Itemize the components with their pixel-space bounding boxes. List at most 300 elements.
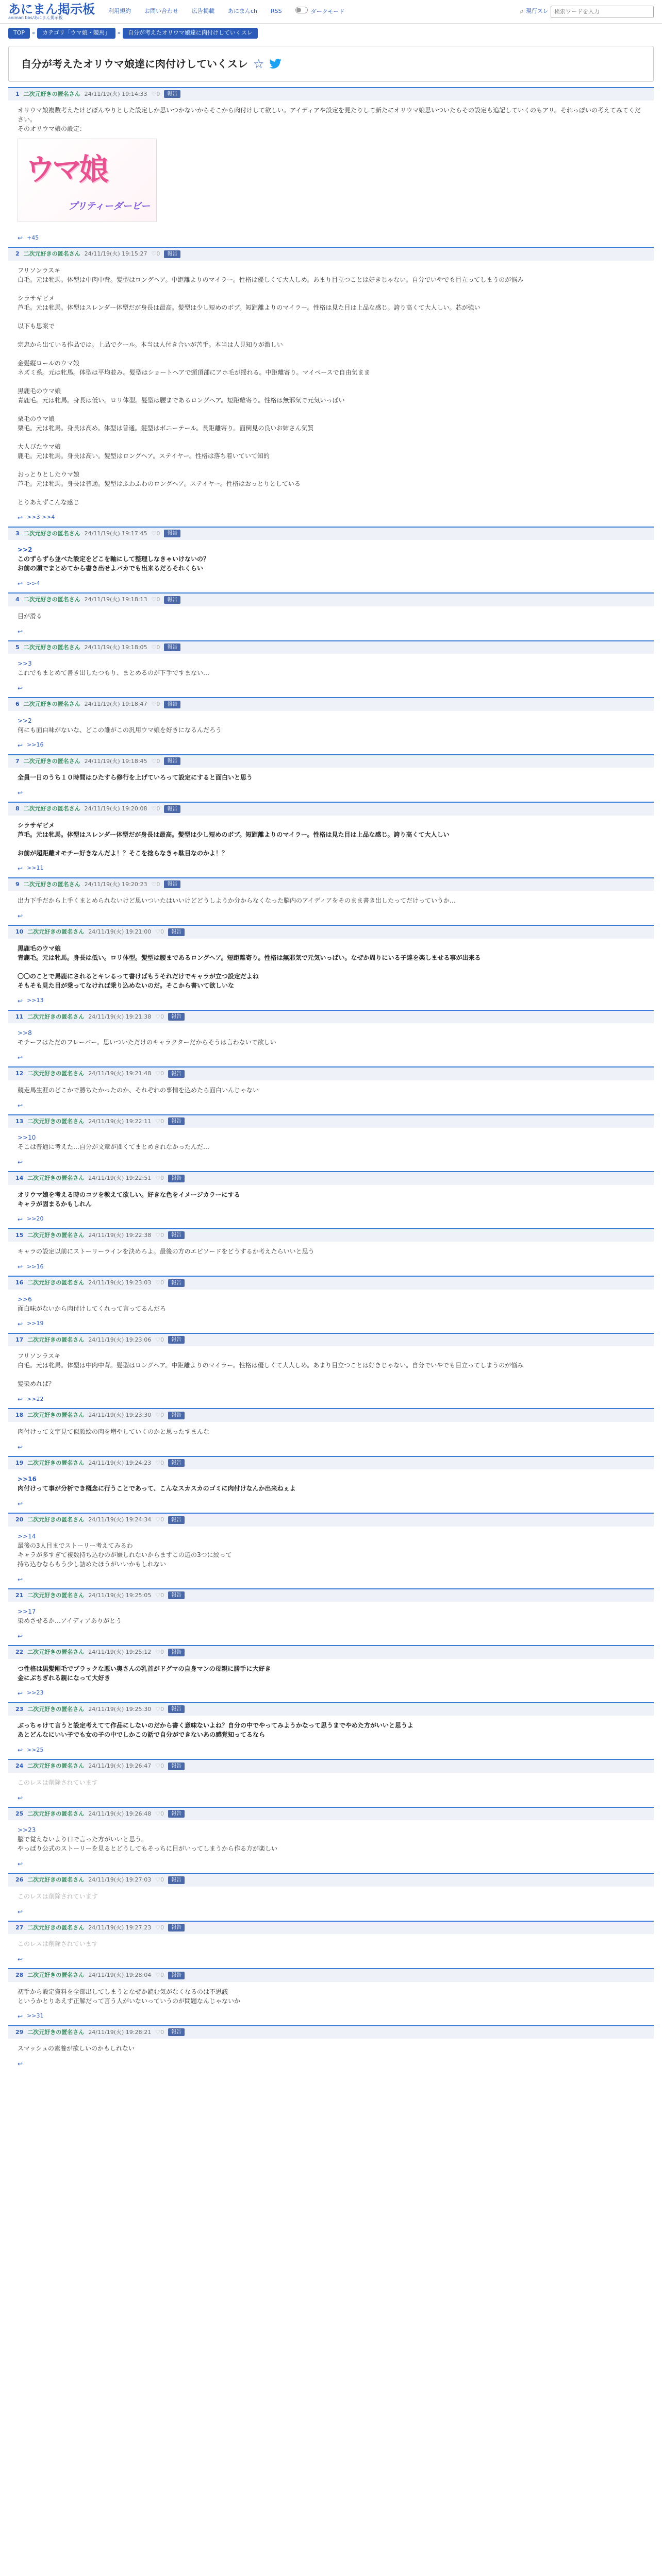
like-count-value: 0: [160, 1070, 164, 1077]
post-footer: [8, 1442, 654, 1456]
report-button[interactable]: 報告: [168, 1972, 185, 1979]
reply-icon[interactable]: ↩: [18, 1794, 23, 1802]
post-number[interactable]: 14: [15, 1175, 24, 1181]
like-count[interactable]: [152, 250, 160, 259]
breadcrumb-top[interactable]: TOP: [8, 28, 30, 39]
heart-icon: ♡: [155, 1336, 161, 1343]
thread-title: 自分が考えたオリウマ娘達に肉付けしていくスレ: [21, 57, 248, 70]
report-button[interactable]: 報告: [164, 250, 180, 258]
post-author: 二次元好きの匿名さん: [27, 2028, 85, 2036]
like-count[interactable]: [155, 1648, 164, 1657]
like-count[interactable]: [152, 880, 160, 889]
post-header: [8, 1011, 654, 1024]
post-body: [8, 939, 654, 995]
like-count[interactable]: [155, 1516, 164, 1524]
like-count[interactable]: [155, 1411, 164, 1420]
post: [8, 1456, 654, 1513]
post-footer: [8, 1574, 654, 1588]
like-count-value: 0: [160, 1231, 164, 1239]
site-header: [0, 0, 662, 24]
report-button[interactable]: 報告: [164, 530, 180, 537]
heart-icon: ♡: [155, 2028, 161, 2036]
post-text: 白毛。元は牝馬。体型は中肉中背。髪型はロングヘア。中距離よりのマイラー。性格は優しくて大人しめ。あまり目立つことは好きじゃない。自分でいやでも目立ってしまうのが悩み: [18, 1362, 524, 1369]
reply-icon[interactable]: ↩: [18, 789, 23, 796]
report-button[interactable]: 報告: [168, 1876, 185, 1884]
post-number[interactable]: 15: [15, 1231, 24, 1239]
post-author: 二次元好きの匿名さん: [23, 90, 80, 97]
post-date: 24/11/19(火) 19:26:47: [88, 1762, 152, 1769]
post-number[interactable]: 4: [15, 596, 20, 603]
post-header: [8, 641, 654, 654]
post-text: 初手から設定資料を全部出してしまうとなぜか読む気がなくなるのは不思議: [18, 1988, 228, 1995]
report-button[interactable]: 報告: [168, 2028, 185, 2036]
post-footer: [8, 787, 654, 802]
reply-anchor-link[interactable]: >>10: [18, 1134, 36, 1141]
report-button[interactable]: 報告: [168, 1649, 185, 1656]
report-button[interactable]: 報告: [164, 757, 180, 765]
like-count-value: 0: [160, 1876, 164, 1883]
reply-links[interactable]: >>20: [27, 1215, 44, 1223]
post-text: 肉付けって文字見て似顔絵の肉を増やしていくのかと思ったすまんな: [18, 1428, 210, 1435]
reply-icon[interactable]: ↩: [18, 1633, 23, 1640]
post: [8, 2025, 654, 2073]
report-button[interactable]: 報告: [164, 90, 180, 98]
like-count[interactable]: [155, 1174, 164, 1183]
post-number[interactable]: 18: [15, 1412, 24, 1418]
post-text: 肉付けって事が分析でき概念に行うことであって、こんなスカスカのゴミに肉付けなんか出来ねぇよ: [18, 1485, 296, 1492]
reply-icon[interactable]: ↩: [18, 1101, 23, 1109]
post-date: 24/11/19(火) 19:18:05: [84, 643, 147, 651]
report-button[interactable]: 報告: [168, 1762, 185, 1770]
reply-links[interactable]: >>4: [27, 580, 40, 587]
reply-icon[interactable]: ↩: [18, 1575, 23, 1583]
post-footer: [8, 683, 654, 697]
report-button[interactable]: 報告: [168, 1412, 185, 1419]
post-text: 何にも面白味がないな、どこの誰がこの汎用ウマ娘を好きになるんだろう: [18, 726, 222, 734]
post-text: 面白味がないから肉付けしてくれって言ってるんだろ: [18, 1304, 167, 1312]
reply-links[interactable]: +45: [27, 234, 39, 241]
post-number[interactable]: 23: [15, 1705, 24, 1713]
breadcrumb-category[interactable]: カテゴリ「ウマ娘・競馬」: [37, 28, 115, 39]
post-body: [8, 1080, 654, 1100]
post-footer: [8, 1100, 654, 1114]
reply-anchor-link[interactable]: >>3: [18, 660, 32, 667]
post-number[interactable]: 3: [15, 530, 20, 537]
like-count[interactable]: [152, 596, 160, 604]
post-number[interactable]: 7: [15, 757, 20, 765]
like-count-value: 0: [160, 928, 164, 935]
image-subtitle: プリティーダービー: [68, 201, 150, 212]
post-number[interactable]: 21: [15, 1591, 24, 1599]
post-date: 24/11/19(火) 19:21:48: [88, 1070, 152, 1077]
post-date: 24/11/19(火) 19:27:23: [88, 1924, 152, 1931]
post-text: 栗毛。元は牝馬。身長は高め。体型は普通。髪型はポニーテール。長距離寄り。面倒見の良いお姉さん気質: [18, 424, 314, 432]
reply-links[interactable]: >>13: [27, 997, 44, 1004]
report-button[interactable]: 報告: [168, 1924, 185, 1931]
post-header: [8, 1874, 654, 1887]
post-author: 二次元好きの匿名さん: [23, 643, 80, 651]
report-button[interactable]: 報告: [168, 1591, 185, 1599]
post-text: これでもまとめて書き出したつもり、まとめるのが下手ですまない…: [18, 669, 210, 676]
post-number[interactable]: 24: [15, 1762, 24, 1769]
post: [8, 925, 654, 1010]
reply-icon[interactable]: ↩: [18, 1320, 23, 1328]
post-body: [8, 1469, 654, 1498]
logo-title: あにまん掲示板: [8, 2, 95, 16]
reply-anchor-link[interactable]: >>17: [18, 1608, 36, 1615]
star-icon[interactable]: ☆: [253, 56, 264, 71]
like-count[interactable]: [155, 1231, 164, 1240]
post-text: そもそも見た目が乗ってなければ乗り込めないのだ。そこから書いて欲しいな: [18, 981, 235, 989]
report-button[interactable]: 報告: [168, 1279, 185, 1287]
post-header: [8, 88, 654, 101]
post-number[interactable]: 2: [15, 250, 20, 257]
post-date: 24/11/19(火) 19:20:23: [84, 880, 147, 888]
heart-icon: ♡: [155, 1649, 161, 1655]
nav-contact[interactable]: お問い合わせ: [144, 8, 178, 15]
post-date: 24/11/19(火) 19:23:06: [88, 1336, 152, 1343]
like-count[interactable]: [155, 1705, 164, 1714]
post-footer: [8, 1261, 654, 1276]
toggle-switch-icon[interactable]: [295, 7, 308, 13]
post-number[interactable]: 13: [15, 1117, 24, 1125]
post-body: [8, 1602, 654, 1631]
reply-anchor-link[interactable]: >>14: [18, 1532, 36, 1540]
report-button[interactable]: 報告: [168, 928, 185, 936]
reply-icon[interactable]: ↩: [18, 1159, 23, 1166]
post-text: オリウマ娘複数考えたけどぼんやりとした設定しか思いつかないからそこから肉付けして欲しい。アイディアや設定を見たりして新たにオリウマ娘思いついたらその設定も追記していくのもアリ。それっぽいの考えてみてください。: [18, 107, 641, 123]
report-button[interactable]: 報告: [168, 1117, 185, 1125]
reply-anchor-link[interactable]: >>16: [18, 1476, 37, 1483]
post-date: 24/11/19(火) 19:25:05: [88, 1591, 152, 1599]
heart-icon: ♡: [155, 928, 161, 935]
post-footer: [8, 626, 654, 640]
reply-icon[interactable]: ↩: [18, 580, 23, 587]
post-footer: [8, 863, 654, 877]
post-number[interactable]: 29: [15, 2028, 24, 2036]
post-text: 宗忠から出ている作品では。上品でクール。本当は人付き合いが苦手。本当は人見知りが激しい: [18, 341, 283, 348]
report-button[interactable]: 報告: [164, 596, 180, 604]
post-body: [8, 1716, 654, 1744]
post-footer: [8, 2058, 654, 2073]
like-count[interactable]: [155, 1336, 164, 1345]
post-author: 二次元好きの匿名さん: [27, 1516, 85, 1523]
nav-animanch[interactable]: あにまんch: [228, 8, 258, 15]
post-footer: [8, 1792, 654, 1807]
reply-icon[interactable]: ↩: [18, 741, 23, 749]
reply-links[interactable]: >>19: [27, 1320, 44, 1327]
report-button[interactable]: 報告: [168, 1336, 185, 1344]
post-footer: [8, 1858, 654, 1873]
post-number[interactable]: 25: [15, 1810, 24, 1817]
report-button[interactable]: 報告: [164, 701, 180, 708]
reply-icon[interactable]: ↩: [18, 1215, 23, 1223]
post-number[interactable]: 6: [15, 701, 20, 707]
reply-links[interactable]: >>16: [27, 741, 44, 749]
like-count-value: 0: [160, 1516, 164, 1523]
heart-icon: ♡: [151, 701, 157, 707]
like-count[interactable]: [155, 1591, 164, 1600]
reply-icon[interactable]: ↩: [18, 685, 23, 692]
post: [8, 1807, 654, 1873]
post-text: というかとりあえず正解だって言う人がいないっていうのが問題なんじゃないか: [18, 1997, 241, 2005]
post-body: [8, 816, 654, 863]
post-text: やっぱり公式のストーリーを見るとどうしてもそっちに目がいってしまうから作る方が楽しい: [18, 1845, 278, 1852]
reply-anchor-link[interactable]: >>8: [18, 1029, 32, 1037]
reply-icon[interactable]: ↩: [18, 1908, 23, 1916]
post-author: 二次元好きの匿名さん: [27, 1013, 85, 1020]
reply-icon[interactable]: ↩: [18, 1396, 23, 1403]
post-text: [18, 312, 647, 321]
report-button[interactable]: 報告: [168, 1013, 185, 1021]
post-date: 24/11/19(火) 19:21:00: [88, 928, 152, 935]
like-count-value: 0: [156, 596, 160, 603]
post-author: 二次元好きの匿名さん: [27, 1810, 85, 1817]
heart-icon: ♡: [151, 530, 157, 537]
post-date: 24/11/19(火) 19:26:48: [88, 1810, 152, 1817]
heart-icon: ♡: [151, 250, 157, 257]
reply-icon[interactable]: ↩: [18, 1443, 23, 1451]
reply-icon[interactable]: ↩: [18, 1860, 23, 1868]
post-number[interactable]: 26: [15, 1876, 24, 1883]
post-text: ぶっちゃけて言うと設定考えてて作品にしないのだから書く意味ないよね？自分の中でやってみようかなって思うまでやめた方がいいと思うよ: [18, 1722, 414, 1729]
like-count[interactable]: [155, 1876, 164, 1885]
reply-anchor-link[interactable]: >>2: [18, 546, 32, 553]
post-header: [8, 1922, 654, 1935]
post-body: [8, 1023, 654, 1052]
like-count[interactable]: [155, 1117, 164, 1126]
reply-icon[interactable]: ↩: [18, 628, 23, 635]
post: [8, 1873, 654, 1921]
report-button[interactable]: 報告: [168, 1705, 185, 1713]
post-author: 二次元好きの匿名さん: [27, 1231, 85, 1239]
heart-icon: ♡: [155, 1876, 161, 1883]
heart-icon: ♡: [155, 1810, 161, 1817]
post-author: 二次元好きの匿名さん: [27, 928, 85, 935]
post-footer: [8, 1052, 654, 1066]
breadcrumb-thread[interactable]: 自分が考えたオリウマ娘達に肉付けしていくスレ: [123, 28, 258, 39]
post-text: キャラの設定以前にストーリーラインを決めろよ。最後の方のエピソードをどうするか考えたらいいと思う: [18, 1248, 315, 1255]
post: [8, 1276, 654, 1333]
like-count[interactable]: [155, 2028, 164, 2037]
like-count[interactable]: [152, 805, 160, 814]
dark-mode-toggle[interactable]: [295, 7, 345, 16]
post: [8, 877, 654, 925]
post-text: ネズミ系。元は牝馬。体型は平均並み。髪型はショートヘアで頭頂部にアホ毛が揺れる。中距離寄り。マイペースで自由気まま: [18, 368, 370, 376]
post-text: そこは普通に考えた…自分が文章が拙くてまとめきれなかったんだ…: [18, 1143, 210, 1150]
post-number[interactable]: 20: [15, 1516, 24, 1523]
post-number[interactable]: 22: [15, 1649, 24, 1655]
reply-icon[interactable]: ↩: [18, 1054, 23, 1061]
post-date: 24/11/19(火) 19:14:33: [84, 90, 147, 97]
like-count[interactable]: [152, 90, 160, 99]
like-count-value: 0: [156, 530, 160, 537]
post-date: 24/11/19(火) 19:21:38: [88, 1013, 152, 1020]
post-header: [8, 528, 654, 540]
reply-icon[interactable]: ↩: [18, 912, 23, 920]
dark-mode-label: ダークモード: [310, 8, 345, 15]
reply-links[interactable]: >>16: [27, 1263, 44, 1270]
post-text: 芦毛。元は牝馬。体型はスレンダー体型だが身長は最高。髪型は少し短めのボブ。短距離よりのマイラー。性格は見た目は上品な感じ。誇り高くて大人しい。芯が強い: [18, 303, 481, 311]
post-date: 24/11/19(火) 19:28:21: [88, 2028, 152, 2036]
post-header: [8, 926, 654, 939]
post-date: 24/11/19(火) 19:18:45: [84, 757, 147, 765]
post-number[interactable]: 28: [15, 1972, 24, 1978]
like-count[interactable]: [155, 1459, 164, 1468]
post-number[interactable]: 27: [15, 1924, 24, 1931]
reply-icon[interactable]: ↩: [18, 1689, 23, 1697]
reply-links[interactable]: >>22: [27, 1395, 44, 1402]
report-button[interactable]: 報告: [164, 643, 180, 651]
reply-icon[interactable]: ↩: [18, 2060, 23, 2067]
reply-icon[interactable]: ↩: [18, 865, 23, 872]
post-number[interactable]: 11: [15, 1013, 24, 1020]
post-author: 二次元好きの匿名さん: [27, 1649, 85, 1655]
post-text: [18, 488, 647, 498]
post-number[interactable]: 19: [15, 1459, 24, 1466]
post-author: 二次元好きの匿名さん: [23, 596, 80, 603]
post-footer: [8, 995, 654, 1010]
nav-terms[interactable]: 利用規約: [108, 8, 131, 15]
report-button[interactable]: 報告: [168, 1231, 185, 1239]
post-date: 24/11/19(火) 19:23:03: [88, 1279, 152, 1286]
post-date: 24/11/19(火) 19:22:51: [88, 1175, 152, 1181]
reply-links[interactable]: >>31: [27, 2012, 44, 2020]
post-text: 黒鹿毛のウマ娘: [18, 387, 61, 395]
reply-icon[interactable]: ↩: [18, 997, 23, 1005]
post-header: [8, 1067, 654, 1080]
post-body: [8, 1527, 654, 1574]
post-number[interactable]: 12: [15, 1070, 24, 1077]
reply-anchor-link[interactable]: >>23: [18, 1826, 36, 1834]
heart-icon: ♡: [155, 1516, 161, 1523]
search-scope[interactable]: 現行スレ: [526, 8, 549, 15]
reply-links[interactable]: >>3 >>4: [27, 514, 55, 521]
like-count[interactable]: [152, 643, 160, 652]
like-count-value: 0: [160, 1591, 164, 1599]
report-button[interactable]: 報告: [168, 1070, 185, 1078]
post-image[interactable]: [18, 139, 157, 222]
post-text: 青鹿毛。元は牝馬。身長は低い。ロリ体型。髪型は腰まであるロングヘア。短距離寄り。性格は無邪気で元気いっぱい。なぜか周りにいる子達を楽しませる事が出来る: [18, 954, 481, 961]
post-date: 24/11/19(火) 19:18:47: [84, 701, 147, 707]
post-body: [8, 1659, 654, 1688]
reply-anchor-link[interactable]: >>6: [18, 1295, 32, 1303]
post: [8, 1645, 654, 1702]
report-button[interactable]: 報告: [168, 1516, 185, 1524]
post-text: シラサギビメ: [18, 294, 55, 302]
post: [8, 527, 654, 593]
post-body: [8, 711, 654, 740]
report-button[interactable]: 報告: [168, 1459, 185, 1467]
reply-icon[interactable]: ↩: [18, 1500, 23, 1507]
search-input[interactable]: [551, 6, 654, 18]
like-count[interactable]: [155, 1279, 164, 1287]
post-body: [8, 891, 654, 910]
post-author: 二次元好きの匿名さん: [27, 1117, 85, 1125]
like-count[interactable]: [152, 700, 160, 709]
reply-icon[interactable]: ↩: [18, 234, 23, 242]
post: [8, 1066, 654, 1114]
reply-icon[interactable]: ↩: [18, 1747, 23, 1754]
post-author: 二次元好きの匿名さん: [27, 1972, 85, 1978]
like-count[interactable]: [155, 1762, 164, 1771]
post-date: 24/11/19(火) 19:28:04: [88, 1972, 152, 1978]
post-body: [8, 2039, 654, 2058]
post-header: [8, 1703, 654, 1716]
post-text: [18, 331, 647, 340]
reply-anchor-link[interactable]: >>2: [18, 717, 32, 724]
post-number[interactable]: 9: [15, 880, 20, 888]
reply-icon[interactable]: ↩: [18, 514, 23, 521]
post-number[interactable]: 5: [15, 643, 20, 651]
post-text: 黒鹿毛のウマ娘: [18, 944, 61, 952]
post-number[interactable]: 8: [15, 805, 20, 812]
reply-links[interactable]: >>25: [27, 1746, 44, 1753]
report-button[interactable]: 報告: [168, 1810, 185, 1818]
reply-icon[interactable]: ↩: [18, 2012, 23, 2020]
like-count-value: 0: [156, 805, 160, 812]
post-header: [8, 878, 654, 891]
post-number[interactable]: 17: [15, 1336, 24, 1343]
like-count[interactable]: [155, 928, 164, 937]
post-text: あとどんなにいい子でも女の子の中でしかこの話で自分ができないあの感覚知ってるなら: [18, 1731, 266, 1738]
post-header: [8, 1229, 654, 1242]
like-count[interactable]: [152, 530, 160, 538]
report-button[interactable]: 報告: [168, 1175, 185, 1182]
post-author: 二次元好きの匿名さん: [27, 1175, 85, 1181]
like-count[interactable]: [155, 1013, 164, 1022]
reply-links[interactable]: >>11: [27, 865, 44, 872]
post-text: キャラが固まるかもしれん: [18, 1200, 92, 1208]
post-date: 24/11/19(火) 19:20:08: [84, 805, 147, 812]
post-text: [18, 1370, 647, 1379]
post-author: 二次元好きの匿名さん: [27, 1705, 85, 1713]
like-count-value: 0: [160, 1412, 164, 1418]
reply-icon[interactable]: ↩: [18, 1956, 23, 1963]
post-text: 染めさせるか…アイディアありがとう: [18, 1617, 122, 1624]
post-author: 二次元好きの匿名さん: [23, 701, 80, 707]
post-footer: [8, 1214, 654, 1228]
post-text: 芦毛。元は牝馬。体型はスレンダー体型だが身長は最高。髪型は少し短めのボブ。短距離よりのマイラー。性格は見た目は上品な感じ。誇り高くて大人しい: [18, 831, 450, 838]
like-count[interactable]: [155, 1810, 164, 1819]
post-number[interactable]: 16: [15, 1279, 24, 1286]
post-text: キャラが多すぎて複数持ち込むのが嫌しれないからまずこの辺の3つに絞って: [18, 1551, 232, 1558]
post-text: [18, 405, 647, 414]
post-number[interactable]: 1: [15, 90, 20, 97]
reply-links[interactable]: >>23: [27, 1689, 44, 1697]
post-header: [8, 1334, 654, 1347]
like-count[interactable]: [155, 1924, 164, 1933]
twitter-icon[interactable]: [270, 59, 282, 69]
report-button[interactable]: 報告: [164, 880, 180, 888]
heart-icon: ♡: [151, 643, 157, 651]
post-text: フリソンラスキ: [18, 266, 61, 274]
like-count[interactable]: [155, 1971, 164, 1980]
like-count[interactable]: [152, 757, 160, 766]
post: [8, 592, 654, 640]
report-button[interactable]: 報告: [164, 805, 180, 813]
post-text: [18, 349, 647, 359]
nav-rss[interactable]: RSS: [271, 8, 282, 15]
nav-ads[interactable]: 広告掲載: [192, 8, 214, 15]
post-footer: [8, 1498, 654, 1513]
like-count[interactable]: [155, 1070, 164, 1078]
site-logo[interactable]: [8, 3, 95, 21]
post-number[interactable]: 10: [15, 928, 24, 935]
main-content: [0, 46, 662, 2073]
post-text: 〇〇のことで馬鹿にされるとキレるって書けばもうそれだけでキャラが立つ設定だよね: [18, 972, 259, 980]
reply-icon[interactable]: ↩: [18, 1263, 23, 1270]
